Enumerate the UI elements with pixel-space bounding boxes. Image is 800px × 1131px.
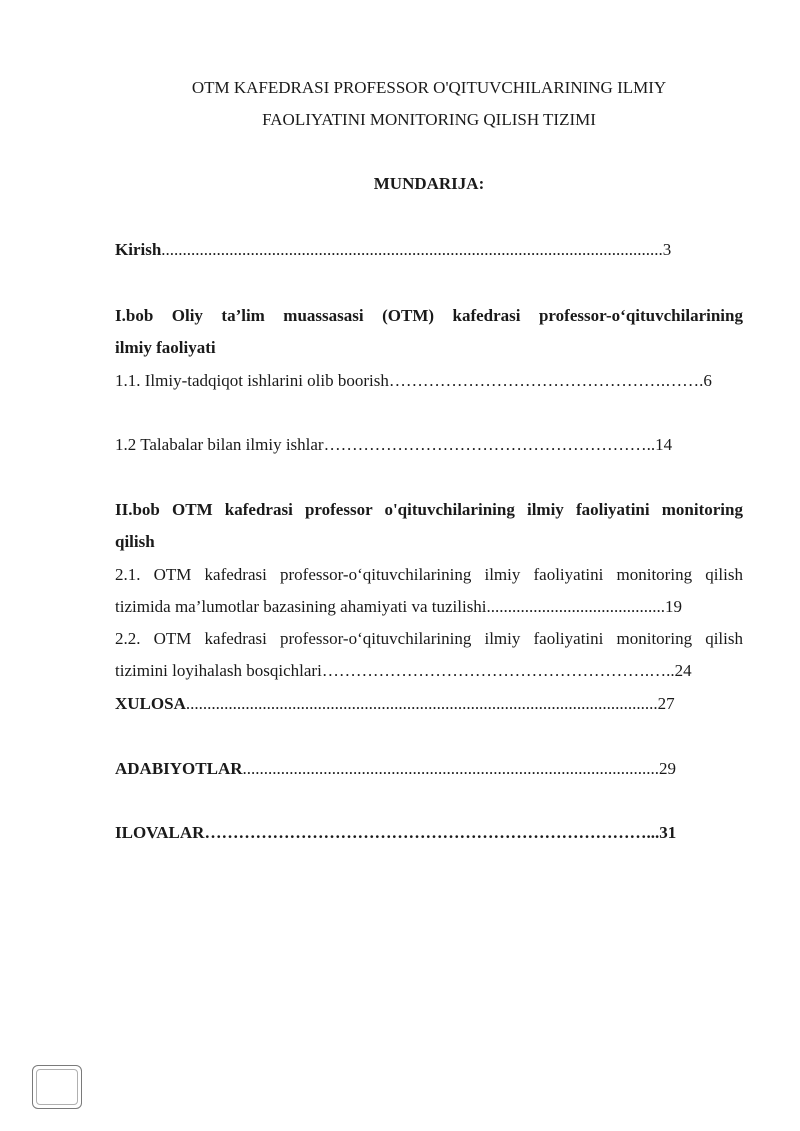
toc-label: XULOSA	[115, 694, 186, 713]
toc-label: tizimida ma’lumotlar bazasining ahamiyati va tuzilishi	[115, 597, 487, 616]
toc-entry-kirish	[115, 238, 743, 262]
document-title	[115, 72, 743, 136]
toc-label: 1.2 Talabalar bilan ilmiy ishlar	[115, 435, 324, 454]
toc-chapter-2-line-1: II.bob OTM kafedrasi professor o'qituvchilarining ilmiy faoliyatini monitoring	[115, 500, 743, 519]
toc-heading: MUNDARIJA:	[373, 174, 485, 193]
toc-leader: ..........................................	[486, 597, 666, 616]
toc-page-number: 6	[703, 371, 712, 390]
toc-entry-2-1-line-1: 2.1. OTM kafedrasi professor-o‘qituvchilarining ilmiy faoliyatini monitoring qilish	[115, 565, 743, 584]
page-number-box	[32, 1065, 82, 1109]
toc-page-number: 27	[657, 694, 675, 713]
title-line-2: FAOLIYATINI MONITORING QILISH TIZIMI	[262, 110, 596, 129]
toc-label: ILOVALAR	[115, 823, 205, 842]
toc-label: ADABIYOTLAR	[115, 759, 243, 778]
title-line-1: OTM KAFEDRASI PROFESSOR O'QITUVCHILARINING ILMIY	[191, 78, 667, 97]
toc-leader: ..................................................................................................	[242, 759, 660, 778]
toc-label: Kirish	[115, 240, 162, 259]
toc-entry-2-2-line-2	[115, 659, 743, 683]
toc-leader: …………………………………………………..	[323, 435, 656, 454]
toc-leader: ...............................................................................................................	[185, 694, 658, 713]
toc-entry-2-1-line-2	[115, 595, 743, 619]
toc-page-number: 3	[662, 240, 672, 259]
toc-leader: ………………………………………………….…..	[321, 661, 675, 680]
toc-entry-2-2-line-1: 2.2. OTM kafedrasi professor-o‘qituvchilarining ilmiy faoliyatini monitoring qilish	[115, 629, 743, 648]
toc-chapter-1-line-1: I.bob Oliy ta’lim muassasasi (OTM) kafedrasi professor-o‘qituvchilarining	[115, 306, 743, 325]
toc-entry-ilovalar	[115, 821, 743, 845]
toc-label: tizimini loyihalash bosqichlari	[115, 661, 322, 680]
toc-entry-adabiyotlar	[115, 757, 743, 781]
toc-label: 1.1. Ilmiy-tadqiqot ishlarini olib boorish	[115, 371, 389, 390]
toc-page-number: 19	[665, 597, 683, 616]
toc-page-number: 24	[674, 661, 692, 680]
toc-leader: ……………………………………………………………………...	[204, 823, 660, 842]
toc-page-number: 31	[659, 823, 677, 842]
toc-page-number: 29	[659, 759, 677, 778]
toc-entry-1-2	[115, 433, 743, 457]
toc-leader: ......................................................................................................................	[161, 240, 663, 259]
toc-entry-xulosa	[115, 692, 743, 716]
toc-chapter-1-line-2: ilmiy faoliyati	[115, 338, 216, 357]
toc-entry-1-1	[115, 369, 743, 393]
toc-leader: ………………………………………….…….	[388, 371, 704, 390]
toc-page-number: 14	[655, 435, 673, 454]
toc-chapter-2-line-2: qilish	[115, 532, 155, 551]
